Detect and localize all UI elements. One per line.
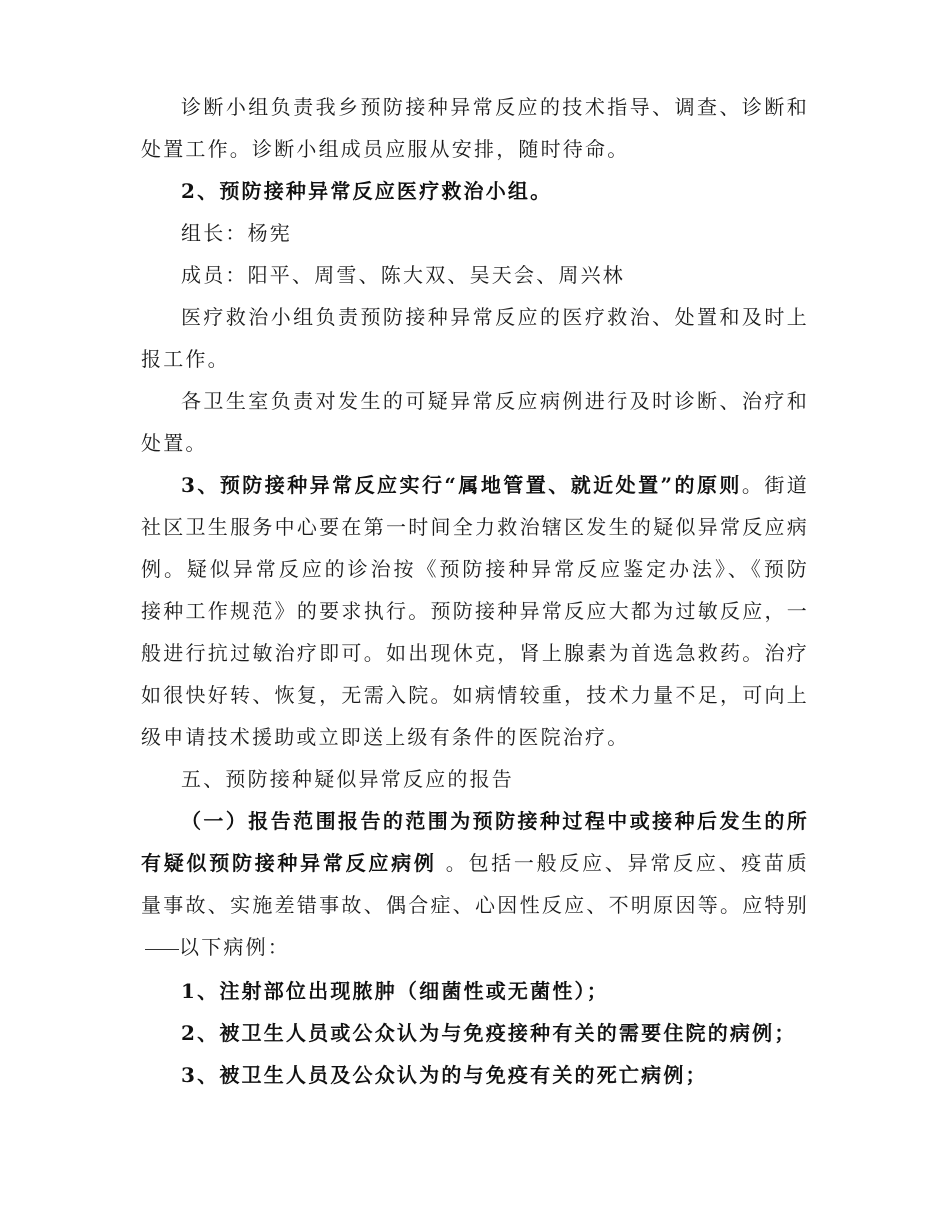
rescue-group-paragraph: 医疗救治小组负责预防接种异常反应的医疗救治、处置和及时上报工作。 — [141, 305, 809, 371]
principle-paragraph — [141, 464, 809, 758]
diagnosis-group-paragraph: 诊断小组负责我乡预防接种异常反应的技术指导、调查、诊断和处置工作。诊断小组成员应服从安排，随时待命。 — [141, 95, 809, 161]
heading-medical-rescue-group: 2、预防接种异常反应医疗救治小组。 — [181, 179, 553, 203]
clinic-responsibility-paragraph: 各卫生室负责对发生的可疑异常反应病例进行及时诊断、治疗和处置。 — [141, 389, 809, 455]
report-scope-text: 。包括一般反应、异常反应、疫苗质量事故、实施差错事故、偶合症、心因性反应、不明原因等。应特别 — [141, 851, 809, 917]
fill-in-blank — [145, 948, 179, 950]
report-scope-tail: 以下病例： — [179, 935, 290, 959]
principle-text: 。街道社区卫生服务中心要在第一时间全力救治辖区发生的疑似异常反应病例。疑似异常反应的诊治按《预防接种异常反应鉴定办法》、《预防接种工作规范》的要求执行。预防接种异常反应大都为过敏反应，一般进行抗过敏治疗即可。如出现休克，肾上腺素为首选急救药。治疗如很快好转、恢复，无需入院。如病情较重，技术力量不足，可向上级申请技术援助或立即送上级有条件的医院治疗。 — [141, 473, 809, 749]
section-5-heading: 五、预防接种疑似异常反应的报告 — [181, 767, 514, 791]
list-item-1: 1、注射部位出现脓肿（细菌性或无菌性）； — [181, 979, 609, 1003]
report-scope-paragraph — [141, 800, 809, 968]
list-item-3: 3、被卫生人员及公众认为的与免疫有关的死亡病例； — [181, 1063, 708, 1087]
list-item-2: 2、被卫生人员或公众认为与免疫接种有关的需要住院的病例； — [181, 1021, 797, 1045]
report-scope-heading: （一）报告范围报告的范围为预防接种过程中或接种后发生的所有疑似预防接种异常反应病例 — [141, 809, 809, 875]
principle-heading: 3、预防接种异常反应实行“属地管置、就近处置”的原则 — [181, 473, 742, 497]
group-members-line: 成员：阳平、周雪、陈大双、吴天会、周兴林 — [181, 263, 625, 287]
group-leader-line: 组长：杨宪 — [181, 221, 292, 245]
document-body — [141, 86, 809, 1096]
